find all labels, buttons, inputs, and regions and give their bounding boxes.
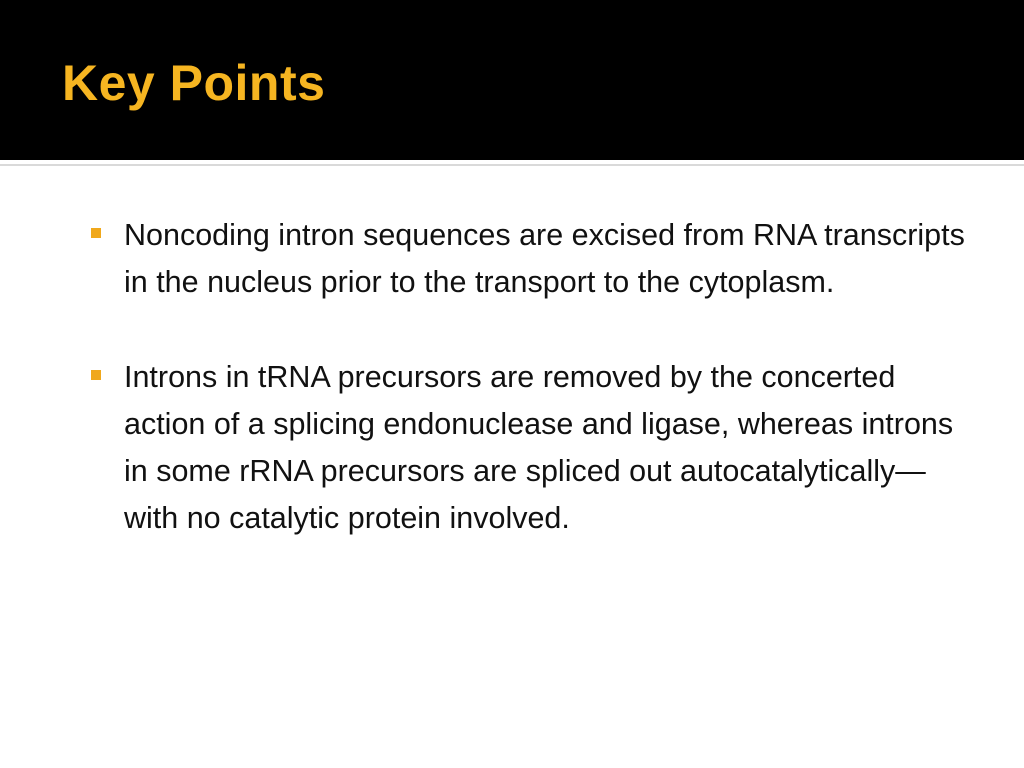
bullet-text: Introns in tRNA precursors are removed by the concerted action of a splicing endonuclease and ligase, whereas introns in some rRNA precursors are spliced out autocatalytically—with no catalytic protein involved.	[124, 360, 954, 535]
bullet-text: Noncoding intron sequences are excised from RNA transcripts in the nucleus prior to the transport to the cytoplasm.	[124, 218, 965, 299]
title-bar	[0, 0, 1024, 160]
bullet-item	[90, 354, 970, 542]
square-bullet-icon	[91, 370, 101, 380]
slide-title: Key Points	[62, 55, 326, 111]
square-bullet-icon	[91, 228, 101, 238]
title-separator-line	[0, 164, 1024, 166]
bullet-list	[90, 212, 970, 542]
bullet-item	[90, 212, 970, 306]
